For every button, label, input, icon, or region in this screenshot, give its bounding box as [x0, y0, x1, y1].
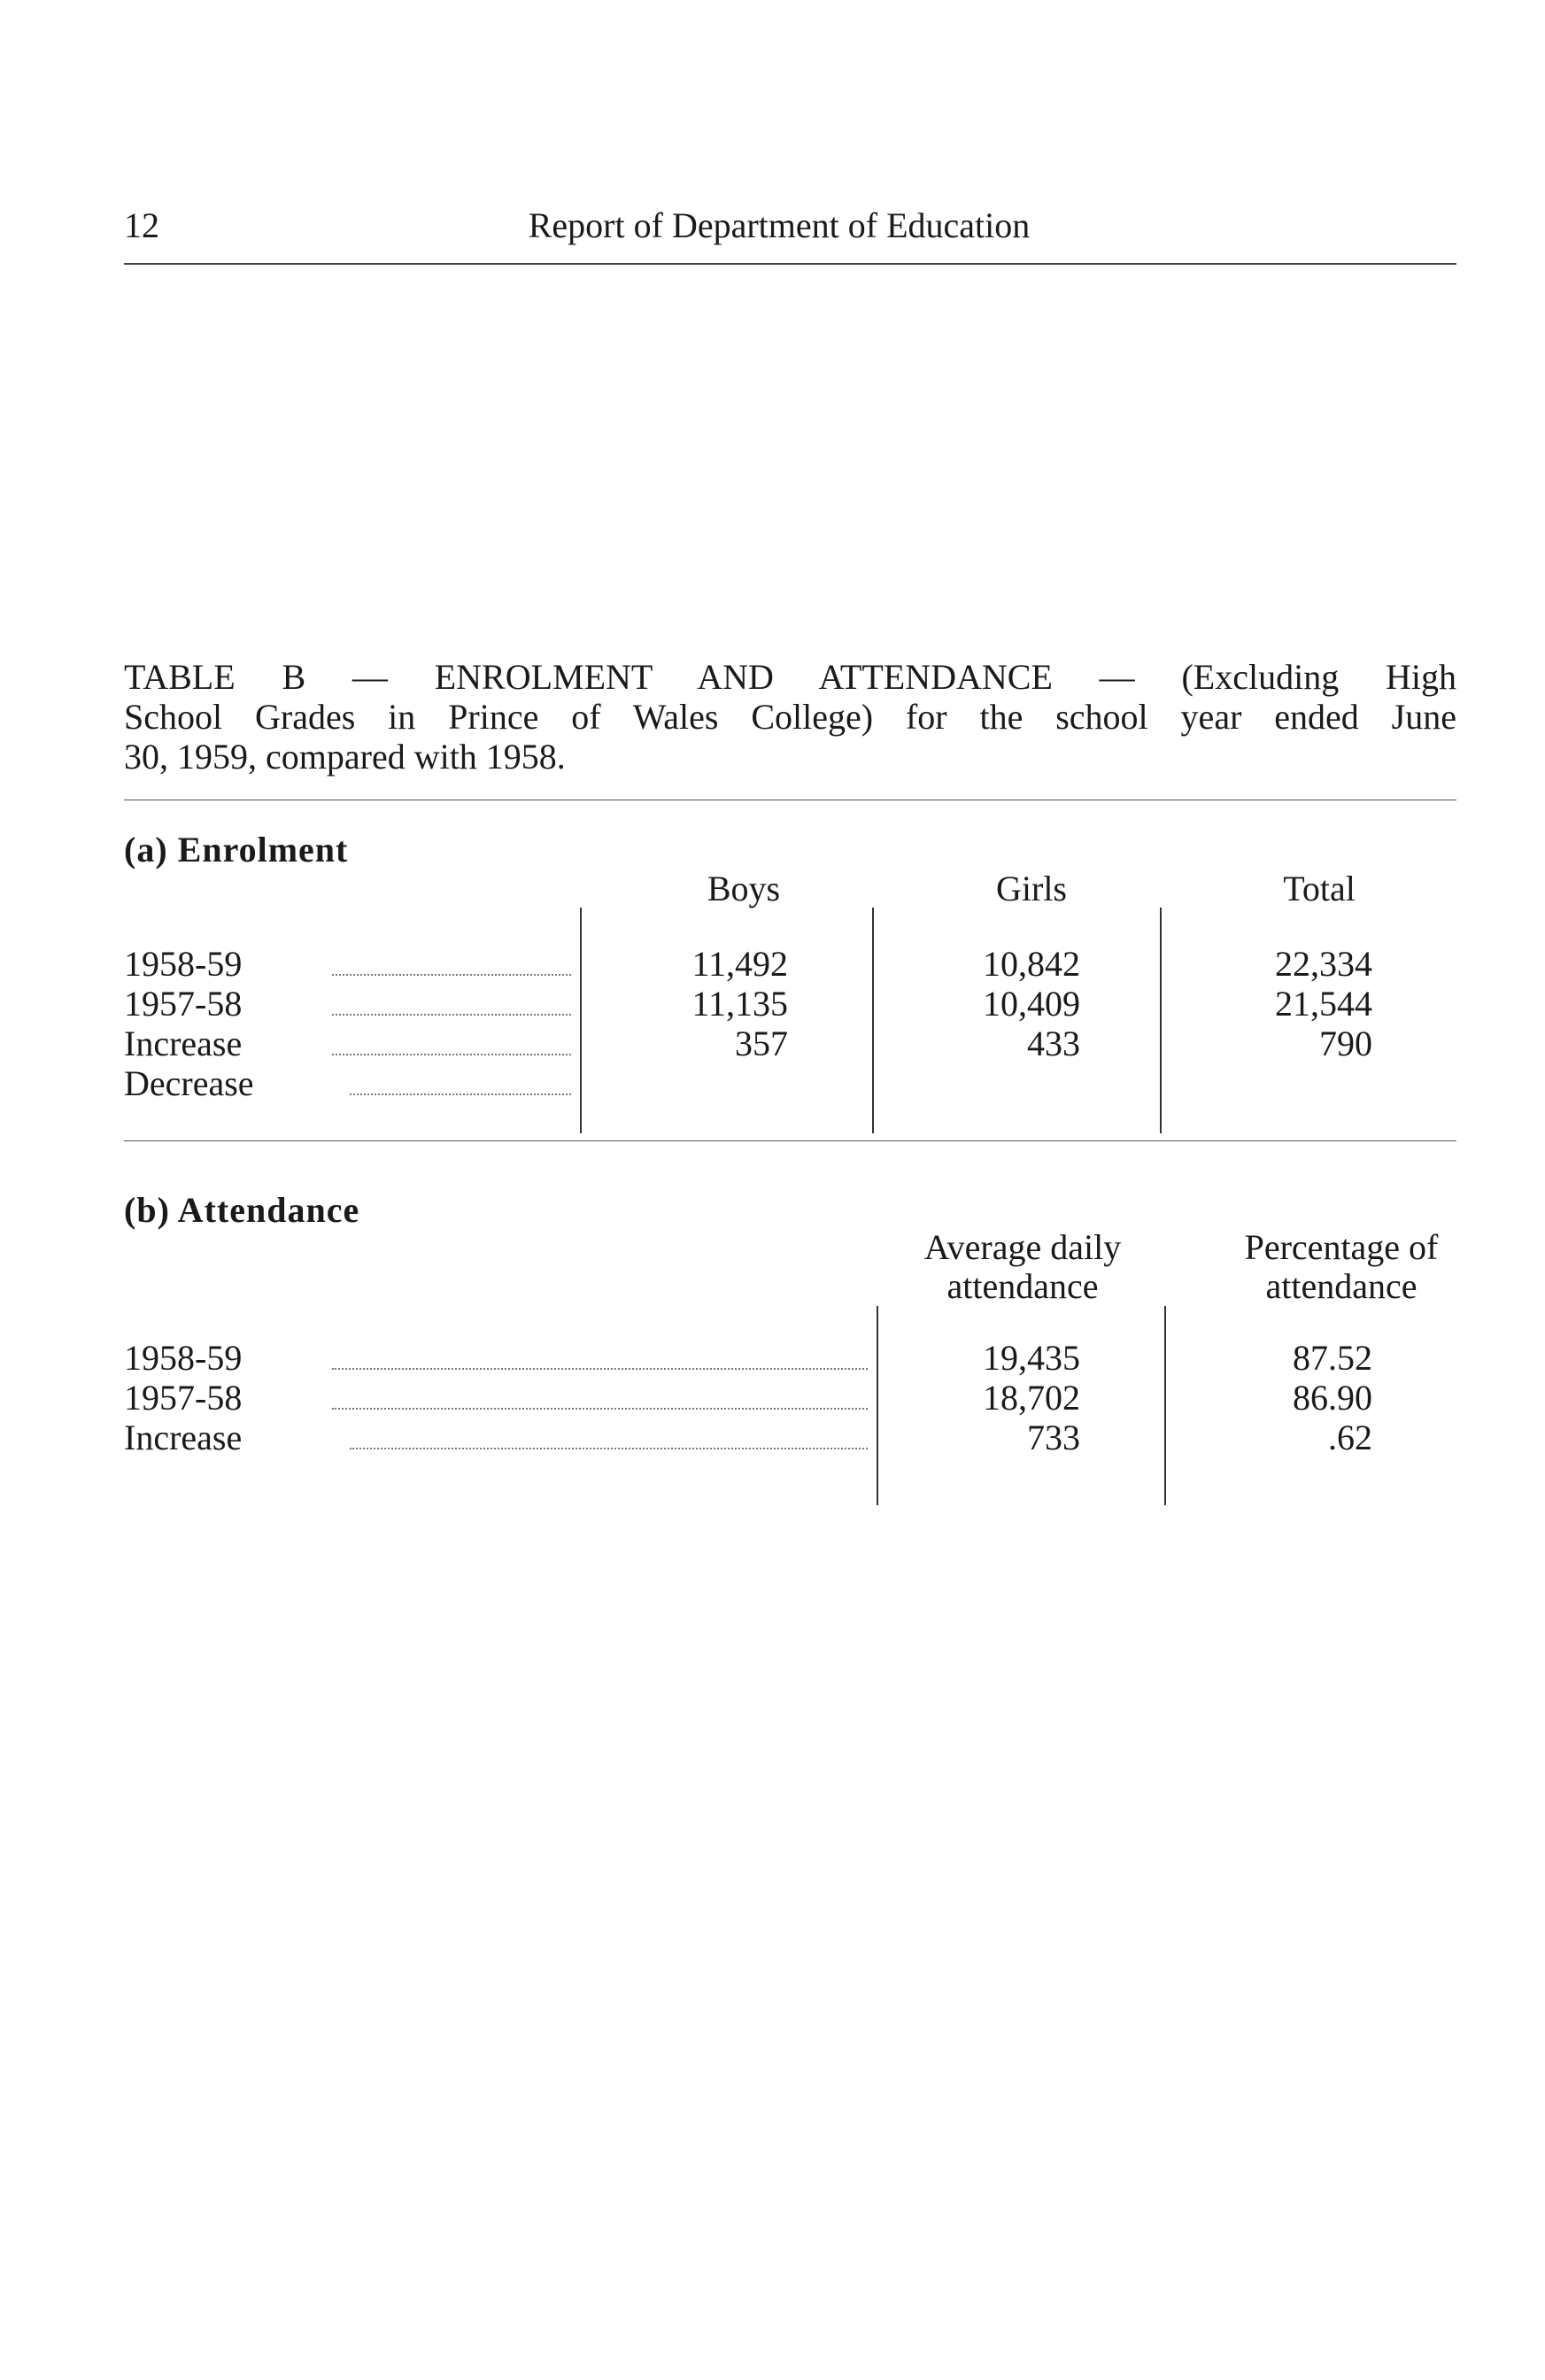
page-number: 12: [124, 205, 159, 245]
enrolment-bottom-rule: [124, 1140, 1456, 1141]
average-value: 19,435: [983, 1338, 1080, 1378]
enrolment-heading: (a) Enrolment: [124, 830, 349, 869]
running-title: Report of Department of Education: [528, 205, 1031, 245]
row-label: 1957-58: [124, 1378, 243, 1418]
dot-leader: [332, 1368, 868, 1370]
row-label: Increase: [124, 1024, 243, 1063]
dot-leader: [332, 1054, 571, 1055]
attendance-col-percentage-line1: Percentage of: [1244, 1227, 1439, 1267]
total-value: 21,544: [1275, 984, 1372, 1024]
caption-line-2: School Grades in Prince of Wales College) for the school year ended June: [124, 697, 1456, 737]
attendance-heading: (b) Attendance: [124, 1190, 360, 1230]
dot-leader: [332, 1014, 571, 1016]
table-caption: [124, 657, 1456, 777]
girls-value: 433: [1027, 1024, 1080, 1063]
attendance-col-percentage-line2: attendance: [1265, 1266, 1418, 1306]
dot-leader: [350, 1448, 868, 1449]
percentage-value: 86.90: [1293, 1378, 1372, 1418]
enrolment-divider-3: [1160, 908, 1162, 1133]
caption-line-3: 30, 1959, compared with 1958.: [124, 737, 566, 777]
attendance-divider-2: [1164, 1306, 1166, 1505]
total-value: 790: [1319, 1024, 1372, 1063]
enrolment-divider-1: [580, 908, 582, 1133]
girls-value: 10,409: [983, 984, 1080, 1024]
enrolment-col-girls: Girls: [996, 869, 1067, 908]
dot-leader: [350, 1093, 571, 1095]
attendance-divider-1: [877, 1306, 878, 1505]
average-value: 733: [1027, 1418, 1080, 1457]
boys-value: 11,492: [691, 944, 788, 984]
row-label: 1958-59: [124, 1338, 243, 1378]
enrolment-col-boys: Boys: [707, 869, 781, 908]
row-label: Decrease: [124, 1063, 254, 1103]
caption-line-1: TABLE B — ENROLMENT AND ATTENDANCE — (Excluding High: [124, 657, 1456, 697]
attendance-col-average-line2: attendance: [946, 1266, 1099, 1306]
boys-value: 11,135: [691, 984, 788, 1024]
total-value: 22,334: [1275, 944, 1372, 984]
percentage-value: .62: [1328, 1418, 1372, 1457]
percentage-value: 87.52: [1293, 1338, 1372, 1378]
row-label: Increase: [124, 1418, 243, 1457]
average-value: 18,702: [983, 1378, 1080, 1418]
enrolment-divider-2: [872, 908, 874, 1133]
row-label: 1957-58: [124, 984, 243, 1024]
enrolment-col-total: Total: [1283, 869, 1356, 908]
boys-value: 357: [735, 1024, 788, 1063]
girls-value: 10,842: [983, 944, 1080, 984]
attendance-col-average-line1: Average daily: [923, 1227, 1122, 1267]
dot-leader: [332, 974, 571, 976]
header-rule: [124, 263, 1456, 265]
row-label: 1958-59: [124, 944, 243, 984]
dot-leader: [332, 1408, 868, 1410]
